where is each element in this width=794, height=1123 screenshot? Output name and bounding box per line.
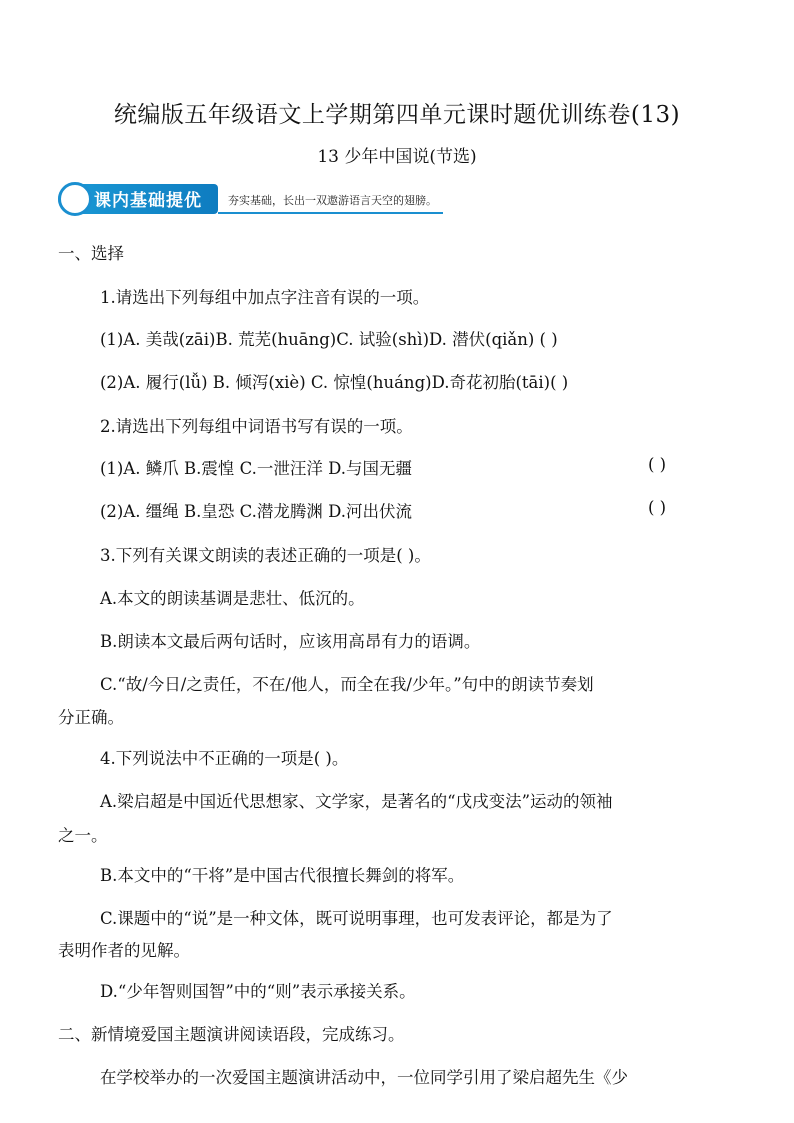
q2-answer-blank-1: ( ) (648, 455, 667, 474)
q1-stem: 1.请选出下列每组中加点字注音有误的一项。 (100, 288, 430, 307)
q2-option-row-2: (2)A. 缰绳 B.皇恐 C.潜龙腾渊 D.河出伏流 (100, 502, 413, 521)
banner-slogan: 夯实基础，长出一双遨游语言天空的翅膀。 (228, 194, 437, 207)
q4-option-a-line-1: A.梁启超是中国近代思想家、文学家，是著名的“戊戌变法”运动的领袖 (100, 792, 613, 811)
banner-logo-icon (58, 182, 92, 216)
q4-option-b: B.本文中的“干将”是中国古代很擅长舞剑的将军。 (100, 866, 465, 885)
q3-option-a: A.本文的朗读基调是悲壮、低沉的。 (100, 589, 365, 608)
q2-stem: 2.请选出下列每组中词语书写有误的一项。 (100, 417, 413, 436)
q4-option-d: D.“少年智则国智”中的“则”表示承接关系。 (100, 982, 416, 1001)
q1-option-row-1: (1)A. 美哉(zāi)B. 荒芜(huāng)C. 试验(shì)D. 潜伏(qiǎn) ( ) (100, 330, 558, 349)
q4-option-c-line-2: 表明作者的见解。 (58, 941, 190, 960)
q4-option-c-line-1: C.课题中的“说”是一种文体，既可说明事理，也可发表评论，都是为了 (100, 909, 613, 928)
lesson-subtitle: 13 少年中国说(节选) (317, 147, 477, 167)
section-heading-1: 一、选择 (58, 244, 124, 263)
q4-option-a-line-2: 之一。 (58, 826, 108, 845)
q3-option-c-line-1: C.“故/今日/之责任，不在/他人，而全在我/少年。”句中的朗读节奏划 (100, 675, 594, 694)
banner-label: 课内基础提优 (94, 191, 202, 211)
document-title: 统编版五年级语文上学期第四单元课时题优训练卷(13) (113, 102, 681, 128)
q2-answer-blank-2: ( ) (648, 498, 667, 517)
section2-intro: 在学校举办的一次爱国主题演讲活动中，一位同学引用了梁启超先生《少 (100, 1068, 628, 1087)
section-heading-2: 二、新情境爱国主题演讲阅读语段，完成练习。 (58, 1025, 405, 1044)
q3-stem: 3.下列有关课文朗读的表述正确的一项是( )。 (100, 546, 431, 565)
banner-underline (218, 212, 443, 214)
q1-option-row-2: (2)A. 履行(lǚ) B. 倾泻(xiè) C. 惊惶(huáng)D.奇花初胎(tāi)( ) (100, 373, 569, 392)
q4-stem: 4.下列说法中不正确的一项是( )。 (100, 749, 349, 768)
q2-option-row-1: (1)A. 鳞爪 B.震惶 C.一泄汪洋 D.与国无疆 (100, 459, 413, 478)
q3-option-b: B.朗读本文最后两句话时，应该用高昂有力的语调。 (100, 632, 481, 651)
section-banner (58, 182, 443, 218)
q3-option-c-line-2: 分正确。 (58, 708, 124, 727)
